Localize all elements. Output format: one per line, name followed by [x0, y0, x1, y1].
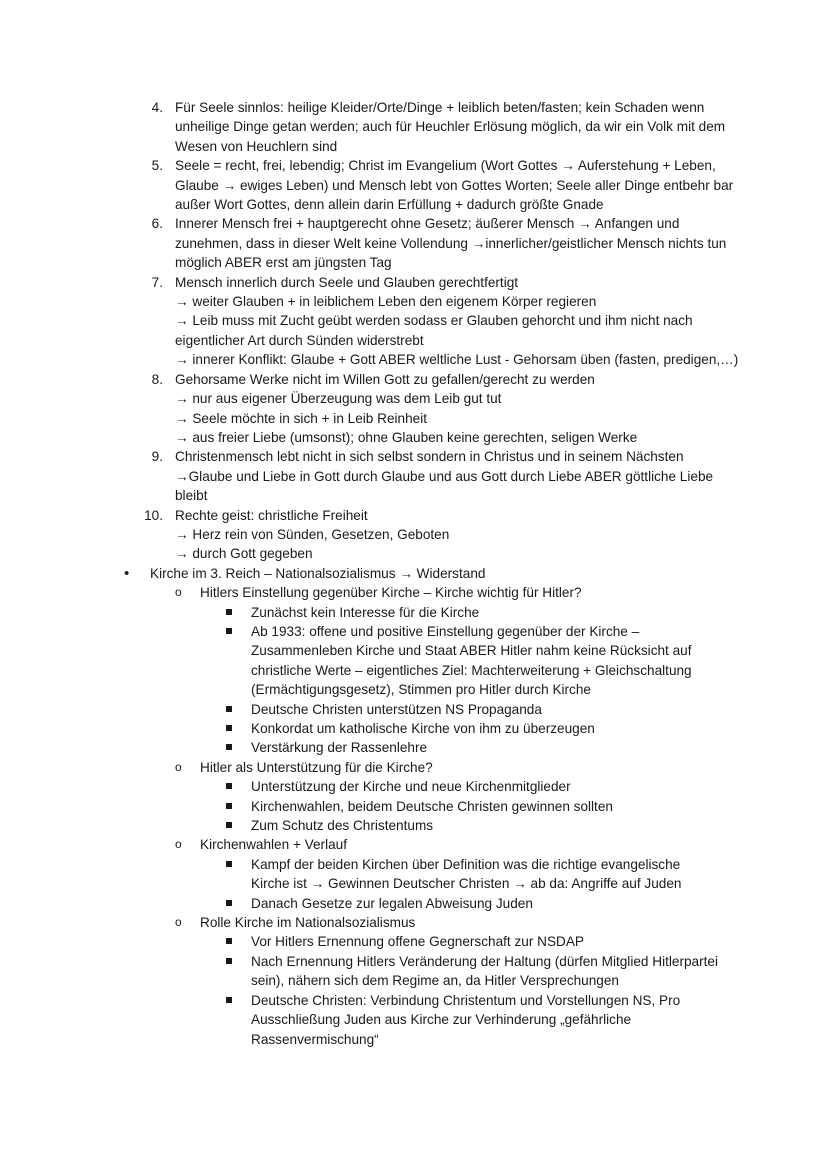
square-bullet-icon — [226, 609, 232, 615]
list-item — [0, 991, 721, 1049]
subsection-heading — [0, 835, 828, 854]
item-arrow-line: → durch Gott gegeben — [175, 546, 313, 562]
square-bullet-icon — [226, 822, 232, 828]
list-item — [0, 738, 721, 757]
list-item — [0, 719, 721, 738]
item-arrow-line: → weiter Glauben + in leiblichem Leben den eigenem Körper regieren — [175, 294, 597, 310]
item-text: Für Seele sinnlos: heilige Kleider/Orte/Dinge + leiblich beten/fasten; kein Schaden wenn unheilige Dinge getan werden; auch für Heuchler Erlösung möglich, da wir ein Volk mit dem Wesen von Heuchlern sind — [175, 100, 726, 154]
square-bullet-icon — [226, 706, 232, 712]
section-heading — [0, 564, 828, 583]
square-bullet-icon — [226, 997, 232, 1003]
numbered-item-9 — [0, 447, 740, 505]
subsection-heading — [0, 913, 828, 932]
item-text: Mensch innerlich durch Seele und Glauben gerechtfertigt — [175, 274, 519, 290]
item-number: 4. — [151, 100, 163, 115]
list-item — [0, 797, 721, 816]
numbered-item-10 — [0, 506, 740, 564]
square-bullet-icon — [226, 725, 232, 731]
list-item-text: Verstärkung der Rassenlehre — [251, 740, 428, 756]
numbered-item-8 — [0, 370, 740, 448]
subsection-title: Hitlers Einstellung gegenüber Kirche – Kirche wichtig für Hitler? — [200, 585, 582, 601]
item-arrow-line: → innerer Konflikt: Glaube + Gott ABER weltliche Lust - Gehorsam üben (fasten, predigen,…) — [175, 352, 739, 368]
list-item — [0, 777, 721, 796]
subsection-title: Kirchenwahlen + Verlauf — [200, 837, 347, 853]
list-item-text: Deutsche Christen: Verbindung Christentum und Vorstellungen NS, Pro Ausschließung Juden aus Kirche zur Verhinderung „gefährliche Rassenvermischung“ — [251, 992, 681, 1047]
numbered-item-7 — [0, 273, 740, 370]
item-arrow-line: → Seele möchte in sich + in Leib Reinheit — [175, 410, 428, 426]
list-item — [0, 622, 721, 700]
numbered-item-6 — [0, 214, 740, 272]
subsection-title: Hitler als Unterstützung für die Kirche? — [200, 759, 433, 775]
subsection-heading — [0, 583, 828, 602]
circle-marker: o — [175, 585, 182, 600]
subsection-title: Rolle Kirche im Nationalsozialismus — [200, 915, 416, 931]
item-text: Seele = recht, frei, lebendig; Christ im Evangelium (Wort Gottes → Auferstehung + Leben, Glaube → ewiges Leben) und Mensch lebt von Gottes Worten; Seele aller Dinge entbehr bar außer Wort Gottes, denn allein darin Erfüllung + dadurch größte Gnade — [175, 158, 734, 213]
list-item — [0, 700, 721, 719]
item-text: Rechte geist: christliche Freiheit — [175, 507, 368, 523]
item-number: 10. — [144, 507, 163, 523]
list-item — [0, 816, 721, 835]
list-item-text: Ab 1933: offene und positive Einstellung gegenüber der Kirche – Zusammenleben Kirche und Staat ABER Hitler nahm keine Rücksicht auf christliche Werte – eigentliches Ziel: Machterweiterung + Gleichschaltung (Ermächtigungsgesetz), Stimmen pro Hitler durch Kirche — [251, 623, 692, 698]
list-item-text: Zunächst kein Interesse für die Kirche — [251, 604, 480, 620]
list-item-text: Vor Hitlers Ernennung offene Gegnerschaft zur NSDAP — [251, 934, 584, 950]
list-item-text: Konkordat um katholische Kirche von ihm zu überzeugen — [251, 721, 595, 736]
item-text: Innerer Mensch frei + hauptgerecht ohne Gesetz; äußerer Mensch → Anfangen und zunehmen, dass in dieser Welt keine Vollendung →innerlicher/geistlicher Mensch nichts tun möglich ABER erst am jüngsten Tag — [175, 216, 727, 271]
bullet-marker: • — [124, 564, 130, 582]
list-item-text: Nach Ernennung Hitlers Veränderung der Haltung (dürfen Mitglied Hitlerpartei sein), nähern sich dem Regime an, da Hitler Versprechungen — [251, 953, 718, 989]
list-item — [0, 855, 721, 894]
list-item — [0, 603, 721, 622]
list-item-text: Kampf der beiden Kirchen über Definition was die richtige evangelische Kirche ist → Gewinnen Deutscher Christen → ab da: Angriffe auf Juden — [251, 856, 682, 892]
list-item-text: Deutsche Christen unterstützen NS Propaganda — [251, 701, 542, 717]
section-title: Kirche im 3. Reich – Nationalsozialismus → Widerstand — [150, 565, 486, 581]
list-item-text: Danach Gesetze zur legalen Abweisung Juden — [251, 895, 533, 911]
item-number: 7. — [151, 274, 163, 290]
circle-marker: o — [175, 915, 182, 930]
list-item — [0, 932, 721, 951]
square-bullet-icon — [226, 938, 232, 944]
square-bullet-icon — [226, 900, 232, 906]
square-bullet-icon — [226, 744, 232, 750]
numbered-item-4 — [0, 98, 740, 156]
list-item — [0, 952, 721, 991]
numbered-item-5 — [0, 156, 740, 214]
document-content — [0, 98, 828, 1049]
list-item-text: Kirchenwahlen, beidem Deutsche Christen gewinnen sollten — [251, 798, 613, 814]
item-arrow-line: → Herz rein von Sünden, Gesetzen, Geboten — [175, 526, 450, 542]
item-arrow-line: → Leib muss mit Zucht geübt werden sodass er Glauben gehorcht und ihm nicht nach eigentlicher Art durch Sünden widerstrebt — [175, 313, 693, 348]
item-text: Christenmensch lebt nicht in sich selbst sondern in Christus und in seinem Nächsten — [175, 449, 684, 465]
square-bullet-icon — [226, 803, 232, 809]
item-number: 5. — [151, 158, 163, 174]
list-item-text: Zum Schutz des Christentums — [251, 818, 434, 834]
list-item — [0, 894, 721, 913]
square-bullet-icon — [226, 958, 232, 964]
square-bullet-icon — [226, 783, 232, 789]
item-arrow-line: →Glaube und Liebe in Gott durch Glaube und aus Gott durch Liebe ABER göttliche Liebe bleibt — [175, 468, 714, 504]
item-arrow-line: → aus freier Liebe (umsonst); ohne Glauben keine gerechten, seligen Werke — [175, 429, 638, 445]
item-number: 6. — [151, 216, 163, 232]
square-bullet-icon — [226, 628, 232, 634]
item-text: Gehorsame Werke nicht im Willen Gott zu gefallen/gerecht zu werden — [175, 371, 595, 387]
list-item-text: Unterstützung der Kirche und neue Kirchenmitglieder — [251, 779, 571, 795]
circle-marker: o — [175, 837, 182, 852]
item-number: 9. — [151, 449, 163, 465]
circle-marker: o — [175, 759, 182, 774]
item-number: 8. — [151, 371, 163, 387]
subsection-heading — [0, 758, 828, 777]
square-bullet-icon — [226, 861, 232, 867]
item-arrow-line: → nur aus eigener Überzeugung was dem Leib gut tut — [175, 391, 502, 407]
